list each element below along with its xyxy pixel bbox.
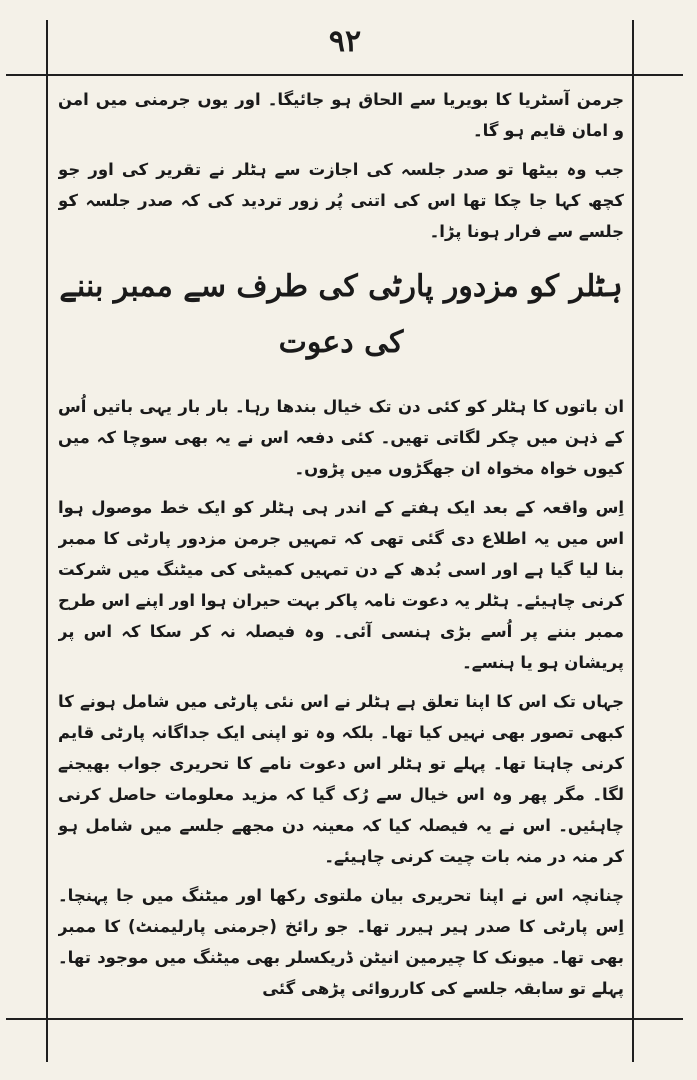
paragraph: جب وہ بیٹھا تو صدر جلسہ کی اجازت سے ہٹلر نے تقریر کی اور جو کچھ کہا جا چکا تھا اس کی اتنی پُر زور تردید کی کہ صدر جلسہ کو جلسے سے فرار ہونا پڑا۔ <box>58 160 624 241</box>
section-heading: ہٹلر کو مزدور پارٹی کی طرف سے ممبر بننے کی دعوت <box>59 269 623 360</box>
left-margin-rule <box>46 20 48 1062</box>
paragraph: جہاں تک اس کا اپنا تعلق ہے ہٹلر نے اس نئی پارٹی میں شامل ہونے کا کبھی تصور بھی نہیں کیا تھا۔ بلکہ وہ تو اپنی ایک جداگانہ پارٹی قایم کرنی چاہتا تھا۔ پہلے تو ہٹلر اس دعوت نامے کا تحریری جواب بھیجنے لگا۔ مگر پھر وہ اس خیال سے رُک گیا کہ مزید معلومات حاصل کرنی چاہئیں۔ اس نے یہ فیصلہ کیا کہ معینہ دن مجھے جلسے میں شامل ہو کر منہ در منہ بات چیت کرنی چاہیئے۔ <box>58 692 624 866</box>
paragraph: چنانچہ اس نے اپنا تحریری بیان ملتوی رکھا اور میٹنگ میں جا پہنچا۔ اِس پارٹی کا صدر ہیر ہیرر تھا۔ جو رائخ (جرمنی پارلیمنٹ) کا ممبر بھی تھا۔ میونک کا چیرمین انیٹن ڈریکسلر بھی میٹنگ میں موجود تھا۔ پہلے تو سابقہ جلسے کی کارروائی پڑھی گئی <box>58 886 624 998</box>
right-margin-rule <box>632 20 634 1062</box>
bottom-rule <box>6 1018 683 1020</box>
paragraph: جرمن آسٹریا کا بویریا سے الحاق ہو جائیگا۔ اور یوں جرمنی میں امن و امان قایم ہو گا۔ <box>58 90 624 140</box>
paragraph: اِس واقعہ کے بعد ایک ہفتے کے اندر ہی ہٹلر کو ایک خط موصول ہوا اس میں یہ اطلاع دی گئی تھی کہ تمہیں جرمن مزدور پارٹی کا ممبر بنا لیا گیا ہے اور اسی بُدھ کے دن تمہیں کمیٹی کی میٹنگ میں شرکت کرنی چاہیئے۔ ہٹلر یہ دعوت نامہ پاکر بہت حیران ہوا اور اپنے اس طرح ممبر بننے پر اُسے بڑی ہنسی آئی۔ وہ فیصلہ نہ کر سکا کہ اس پر پریشان ہو یا ہنسے۔ <box>58 498 624 672</box>
paragraph: ان باتوں کا ہٹلر کو کئی دن تک خیال بندھا رہا۔ بار بار یہی باتیں اُس کے ذہن میں چکر لگاتی تھیں۔ کئی دفعہ اس نے یہ بھی سوچا کہ میں کیوں خواہ مخواہ ان جھگڑوں میں پڑوں۔ <box>58 397 624 478</box>
top-rule <box>6 74 683 76</box>
page-number: ۹۲ <box>328 24 362 59</box>
page-text-block <box>58 84 624 1010</box>
